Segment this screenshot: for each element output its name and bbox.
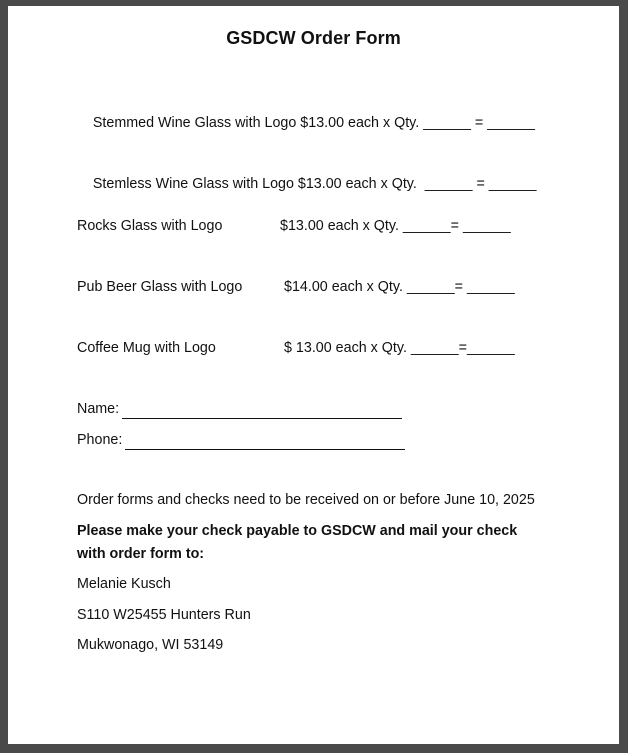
order-item-rocks-glass-name: Rocks Glass with Logo xyxy=(77,218,223,234)
order-item-stemless-wine-glass xyxy=(77,154,537,214)
address-city: Mukwonago, WI 53149 xyxy=(77,637,224,653)
document-page xyxy=(8,6,619,744)
item-price-qty: $13.00 each x Qty. ______ = ______ xyxy=(300,115,535,131)
order-item-rocks-glass-price: $13.00 each x Qty. ______= ______ xyxy=(280,218,511,234)
phone-label: Phone: xyxy=(77,432,123,448)
address-name: Melanie Kusch xyxy=(77,576,171,592)
name-label: Name: xyxy=(77,401,120,417)
payable-instructions: Please make your check payable to GSDCW and mail your check with order form to: xyxy=(77,523,518,562)
page-title: GSDCW Order Form xyxy=(226,28,401,48)
item-price-qty: $13.00 each x Qty. ______ = ______ xyxy=(297,176,537,192)
deadline-text: Order forms and checks need to be received on or before June 10, 2025 xyxy=(77,492,535,508)
phone-field xyxy=(77,430,405,450)
name-blank-line xyxy=(122,404,402,419)
order-item-stemmed-wine-glass xyxy=(77,93,535,153)
order-item-coffee-mug-name: Coffee Mug with Logo xyxy=(77,340,216,356)
name-field xyxy=(77,399,402,419)
order-item-pub-beer-glass-name: Pub Beer Glass with Logo xyxy=(77,279,243,295)
order-item-coffee-mug-price: $ 13.00 each x Qty. ______=______ xyxy=(284,340,515,356)
item-name: Stemless Wine Glass with Logo xyxy=(92,176,294,192)
item-name: Stemmed Wine Glass with Logo xyxy=(92,115,297,131)
order-item-pub-beer-glass-price: $14.00 each x Qty. ______= ______ xyxy=(284,279,515,295)
address-street: S110 W25455 Hunters Run xyxy=(77,607,251,623)
phone-blank-line xyxy=(125,435,405,450)
